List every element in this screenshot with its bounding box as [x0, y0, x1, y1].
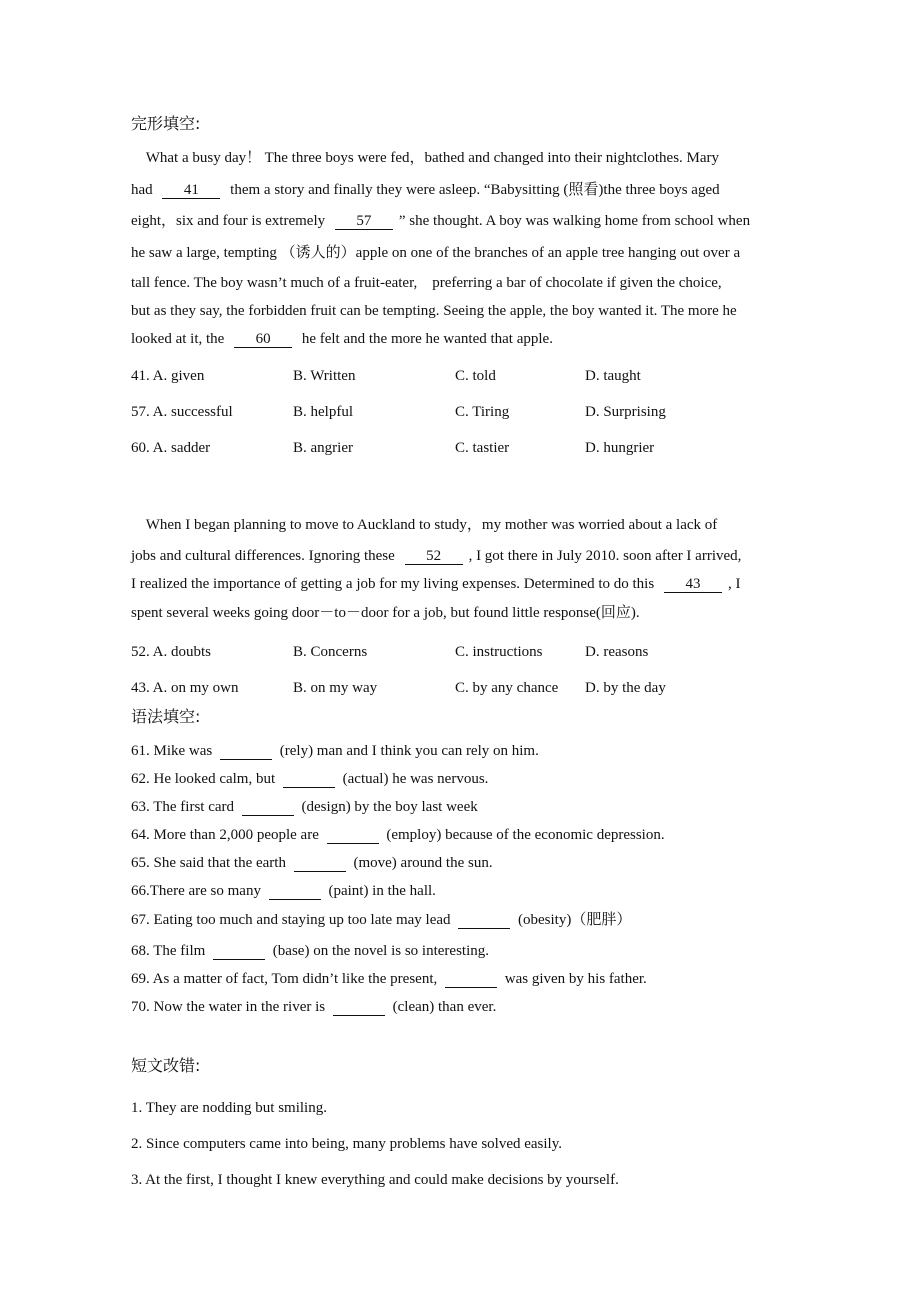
line-text: looked at it, the: [131, 331, 229, 347]
grammar-item: [131, 798, 478, 816]
item-text: (move) around the sun.: [349, 855, 493, 871]
grammar-item: [131, 970, 647, 988]
item-text: 63. The first card: [131, 799, 238, 815]
passage-line: [131, 330, 553, 348]
option-choice: C. by any chance: [455, 680, 559, 696]
option-choice: C. told: [455, 368, 496, 384]
line-text: spent several weeks going door－to－door for a job, but found little response(回应).: [131, 605, 640, 621]
option-choice: D. Surprising: [585, 404, 666, 420]
grammar-item: [131, 826, 665, 844]
item-text: 67. Eating too much and staying up too late may lead: [131, 912, 455, 928]
option-number: 43. A. on my own: [131, 680, 239, 696]
item-text: 65. She said that the earth: [131, 855, 290, 871]
correction-item: 1. They are nodding but smiling.: [131, 1100, 327, 1116]
item-text: 70. Now the water in the river is: [131, 999, 329, 1015]
passage-line: [131, 604, 640, 622]
line-text: jobs and cultural differences. Ignoring these: [131, 548, 399, 564]
option-number: 60. A. sadder: [131, 440, 211, 456]
item-text: (clean) than ever.: [388, 999, 497, 1015]
passage-line: [131, 212, 750, 230]
line-text: , I got there in July 2010. soon after I arrived,: [468, 548, 742, 564]
option-choice: B. helpful: [293, 404, 353, 420]
option-choice: D. taught: [585, 368, 641, 384]
grammar-item: [131, 854, 493, 872]
answer-blank: [458, 913, 510, 929]
answer-blank: [242, 800, 294, 816]
answer-blank: 43: [664, 577, 722, 593]
item-text: (obesity)（肥胖）: [514, 912, 632, 928]
option-number: 57. A. successful: [131, 404, 233, 420]
correction-item: 3. At the first, I thought I knew everything and could make decisions by yourself.: [131, 1172, 619, 1188]
line-text: I realized the importance of getting a job for my living expenses. Determined to do this: [131, 576, 658, 592]
option-choice: C. instructions: [455, 644, 543, 660]
line-text: but as they say, the forbidden fruit can be tempting. Seeing the apple, the boy wanted it. The more he: [131, 303, 737, 319]
item-text: 66.There are so many: [131, 883, 265, 899]
passage-line: [131, 575, 740, 593]
option-choice: D. by the day: [585, 680, 666, 696]
item-text: (design) by the boy last week: [297, 799, 478, 815]
answer-blank: [294, 856, 346, 872]
item-text: 62. He looked calm, but: [131, 771, 279, 787]
answer-blank: [220, 744, 272, 760]
grammar-item: [131, 942, 489, 960]
grammar-item: [131, 742, 539, 760]
item-text: (actual) he was nervous.: [338, 771, 489, 787]
answer-blank: 41: [162, 183, 220, 199]
item-text: 61. Mike was: [131, 743, 216, 759]
line-text: , I: [727, 576, 741, 592]
section-heading-cloze: 完形填空:: [131, 114, 201, 133]
line-text: them a story and finally they were asleep. “Babysitting (照看)the three boys aged: [226, 182, 720, 198]
item-text: (employ) because of the economic depression.: [382, 827, 665, 843]
option-number: 52. A. doubts: [131, 644, 212, 660]
option-choice: B. on my way: [293, 680, 378, 696]
passage-line: [131, 181, 720, 199]
item-text: was given by his father.: [501, 971, 647, 987]
passage-line: [131, 547, 741, 565]
option-choice: B. Concerns: [293, 644, 368, 660]
line-text: he saw a large, tempting （诱人的）apple on one of the branches of an apple tree hanging out over a: [131, 245, 741, 261]
answer-blank: [269, 884, 321, 900]
passage-line: [131, 516, 717, 534]
line-text: had: [131, 182, 157, 198]
passage-line: [131, 149, 719, 167]
section-heading-correction: 短文改错:: [131, 1056, 201, 1075]
option-choice: D. hungrier: [585, 440, 655, 456]
grammar-item: [131, 770, 488, 788]
passage-line: [131, 274, 722, 292]
section-heading-grammar: 语法填空:: [131, 707, 201, 726]
item-text: 64. More than 2,000 people are: [131, 827, 323, 843]
line-text: When I began planning to move to Auckland to study，my mother was worried about a lack of: [131, 517, 718, 533]
answer-blank: [445, 972, 497, 988]
answer-blank: [283, 772, 335, 788]
answer-blank: [213, 944, 265, 960]
line-text: he felt and the more he wanted that apple.: [298, 331, 553, 347]
passage-line: [131, 302, 737, 320]
item-text: 69. As a matter of fact, Tom didn’t like the present,: [131, 971, 441, 987]
option-number: 41. A. given: [131, 368, 205, 384]
answer-blank: [333, 1000, 385, 1016]
line-text: eight，six and four is extremely: [131, 213, 329, 229]
item-text: (base) on the novel is so interesting.: [269, 943, 490, 959]
option-choice: C. Tiring: [455, 404, 510, 420]
item-text: (rely) man and I think you can rely on him.: [276, 743, 539, 759]
grammar-item: [131, 882, 436, 900]
correction-item: 2. Since computers came into being, many problems have solved easily.: [131, 1136, 563, 1152]
option-choice: B. angrier: [293, 440, 353, 456]
answer-blank: 60: [234, 332, 292, 348]
option-choice: C. tastier: [455, 440, 510, 456]
line-text: ” she thought. A boy was walking home from school when: [398, 213, 751, 229]
item-text: 68. The film: [131, 943, 210, 959]
option-choice: D. reasons: [585, 644, 649, 660]
line-text: What a busy day！ The three boys were fed，bathed and changed into their nightclothes. Mary: [131, 150, 720, 166]
grammar-item: [131, 911, 631, 929]
grammar-item: [131, 998, 496, 1016]
line-text: tall fence. The boy wasn’t much of a fruit-eater, preferring a bar of chocolate if given the choice,: [131, 275, 722, 291]
item-text: (paint) in the hall.: [324, 883, 436, 899]
passage-line: [131, 244, 740, 262]
answer-blank: 57: [335, 214, 393, 230]
option-choice: B. Written: [293, 368, 356, 384]
answer-blank: [327, 828, 379, 844]
answer-blank: 52: [405, 549, 463, 565]
